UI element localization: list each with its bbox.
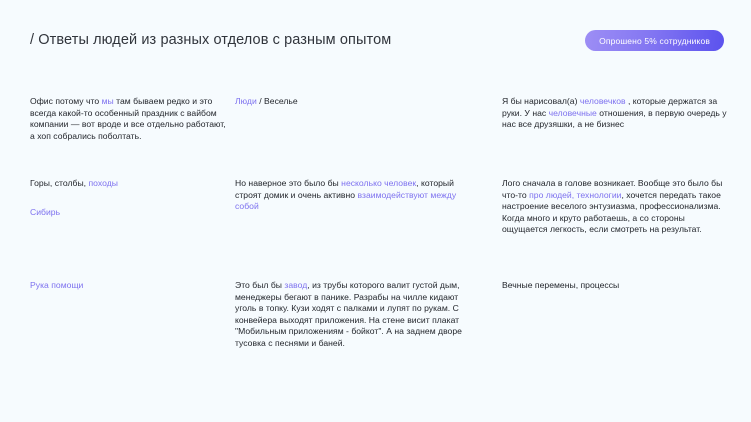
highlighted-text: мы — [101, 96, 114, 106]
highlighted-text: несколько человек — [341, 178, 417, 188]
highlighted-text: взаимодействуют между собой — [235, 189, 457, 212]
cell-factory — [235, 280, 480, 350]
highlighted-text: человечков — [579, 96, 626, 106]
body-text: , хочется передать такое настроение веселого энтузиазма, профессионализма. Когда много и круто работаешь, а со стороны ощущается легкость, если смотреть на результат. — [502, 189, 721, 235]
body-text: Лого сначала в голове возникает. Вообще это было бы что-то — [502, 178, 723, 200]
highlighted-text: про людей, технологии — [529, 189, 622, 200]
page-title: / Ответы людей из разных отделов с разным опытом — [30, 32, 392, 48]
cell-logo — [502, 178, 732, 236]
body-text: Вечные перемены, процессы — [502, 280, 620, 290]
body-text: , из трубы которого валит густой дым, менеджеры бегают в панике. Разрабы на чилле кидают уголь в топку. Кузи ходят с палками и лупят по рукам. С конвейера выходят приложения. На стене висит плакат "Мобильным приложениям - бойкот". А на заднем дворе тусовка с песнями и баней. — [235, 280, 462, 348]
highlighted-text: человечные — [548, 107, 597, 118]
body-text: Офис потому что — [30, 96, 102, 106]
body-text: там бываем редко и это всегда какой-то особенный праздник с вайбом компании — вот вроде и все отдельно работают, а хоп собрались поболтать. — [30, 96, 226, 141]
body-text: , который строят домик и очень активно — [235, 178, 454, 200]
group-siberia — [30, 207, 230, 219]
highlighted-text: Рука помощи — [30, 280, 84, 290]
body-text: , которые держатся за руки. У нас — [502, 96, 718, 118]
cell-people-fun — [235, 96, 480, 108]
responses-grid — [0, 70, 751, 422]
cell-office — [30, 96, 230, 142]
status-badge-label: Опрошено 5% сотрудников — [599, 35, 710, 46]
slide-header — [0, 0, 751, 70]
highlighted-text: завод — [284, 280, 308, 290]
cell-helping-hand — [30, 280, 230, 292]
body-text: Горы, столбы, — [30, 178, 89, 188]
highlighted-text: походы — [88, 178, 118, 188]
body-text: / Веселье — [256, 96, 298, 106]
body-text: Я бы нарисовал(а) — [502, 96, 580, 106]
cell-several-people — [235, 178, 480, 213]
highlighted-text: Сибирь — [30, 206, 61, 217]
status-badge — [585, 30, 724, 51]
cell-mountains — [30, 178, 230, 218]
cell-little-people — [502, 96, 732, 131]
body-text: Это был бы — [235, 280, 285, 290]
body-text: Но наверное это было бы — [235, 178, 342, 188]
highlighted-text: Люди — [235, 96, 257, 106]
body-text: отношения, в первую очередь у нас все друзяшки, а не бизнес — [502, 107, 727, 130]
cell-eternal-changes — [502, 280, 732, 292]
group-mountains — [30, 178, 230, 190]
